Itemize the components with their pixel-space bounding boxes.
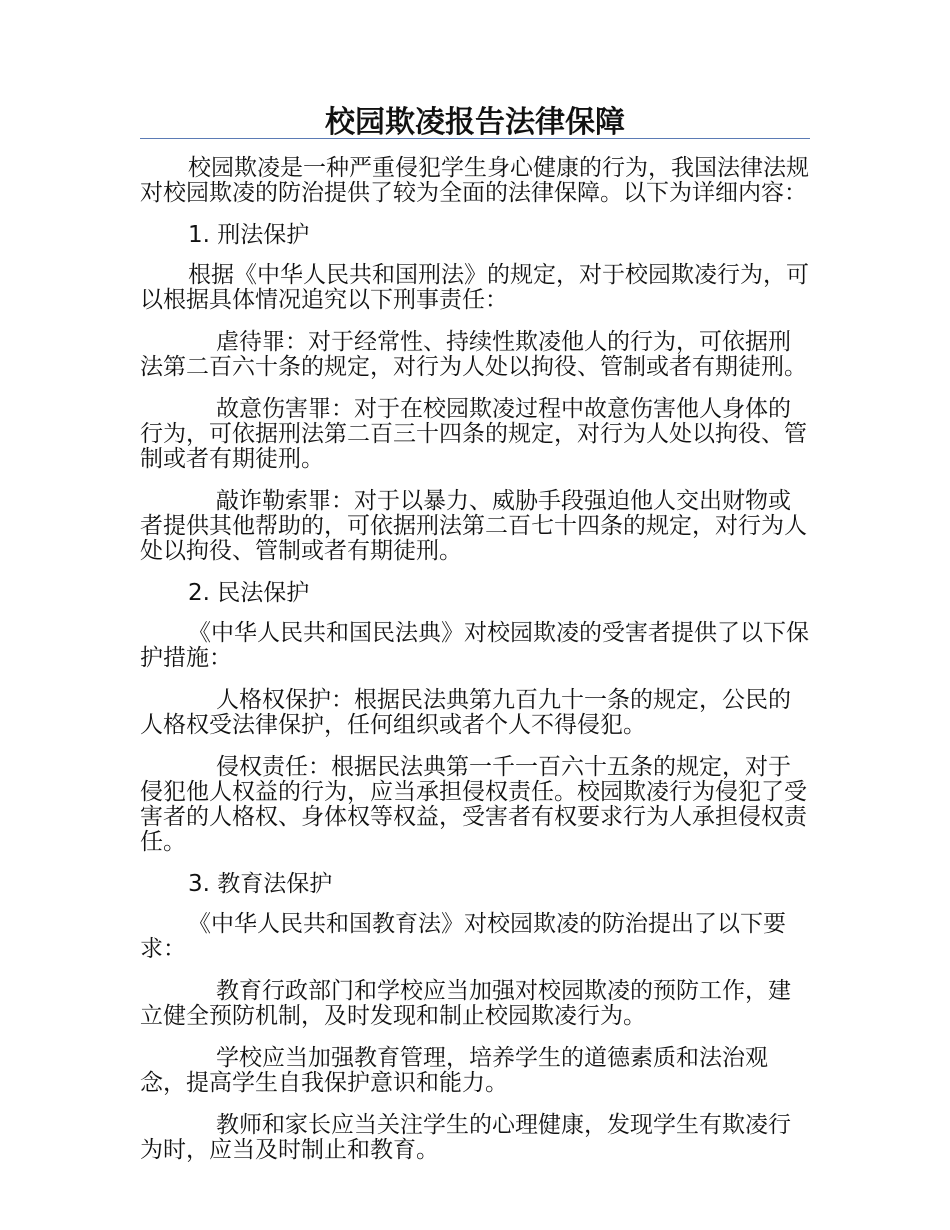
- list-item: 故意伤害罪：对于在校园欺凌过程中故意伤害他人身体的行为，可依据刑法第二百三十四条的规定，对行为人处以拘役、管制或者有期徒刑。: [140, 396, 807, 472]
- list-item: 学校应当加强教育管理，培养学生的道德素质和法治观念，提高学生自我保护意识和能力。: [140, 1045, 768, 1096]
- document-title: 校园欺凌报告法律保障: [325, 105, 625, 140]
- section-heading-education-law: 3. 教育法保护: [188, 871, 333, 897]
- list-item: 侵权责任：根据民法典第一千一百六十五条的规定，对于侵犯他人权益的行为，应当承担侵权责任。校园欺凌行为侵犯了受害者的人格权、身体权等权益，受害者有权要求行为人承担侵权责任。: [140, 754, 807, 855]
- section-heading-criminal-law: 1. 刑法保护: [188, 222, 310, 248]
- section-lead: 《中华人民共和国民法典》对校园欺凌的受害者提供了以下保护措施：: [140, 620, 809, 671]
- list-item: 教师和家长应当关注学生的心理健康，发现学生有欺凌行为时，应当及时制止和教育。: [140, 1112, 791, 1163]
- intro-paragraph: 校园欺凌是一种严重侵犯学生身心健康的行为，我国法律法规对校园欺凌的防治提供了较为全面的法律保障。以下为详细内容：: [140, 155, 809, 206]
- title-underline: [140, 138, 810, 139]
- section-heading-civil-law: 2. 民法保护: [188, 580, 310, 606]
- document-body: [140, 156, 810, 1180]
- list-item: 教育行政部门和学校应当加强对校园欺凌的预防工作，建立健全预防机制，及时发现和制止校园欺凌行为。: [140, 978, 791, 1029]
- section-lead: 根据《中华人民共和国刑法》的规定，对于校园欺凌行为，可以根据具体情况追究以下刑事责任：: [140, 262, 809, 313]
- section-lead: 《中华人民共和国教育法》对校园欺凌的防治提出了以下要求：: [140, 911, 786, 962]
- list-item: 人格权保护：根据民法典第九百九十一条的规定，公民的人格权受法律保护，任何组织或者个人不得侵犯。: [140, 687, 791, 738]
- list-item: 敲诈勒索罪：对于以暴力、威胁手段强迫他人交出财物或者提供其他帮助的，可依据刑法第二百七十四条的规定，对行为人处以拘役、管制或者有期徒刑。: [140, 488, 807, 564]
- list-item: 虐待罪：对于经常性、持续性欺凌他人的行为，可依据刑法第二百六十条的规定，对行为人处以拘役、管制或者有期徒刑。: [140, 329, 807, 380]
